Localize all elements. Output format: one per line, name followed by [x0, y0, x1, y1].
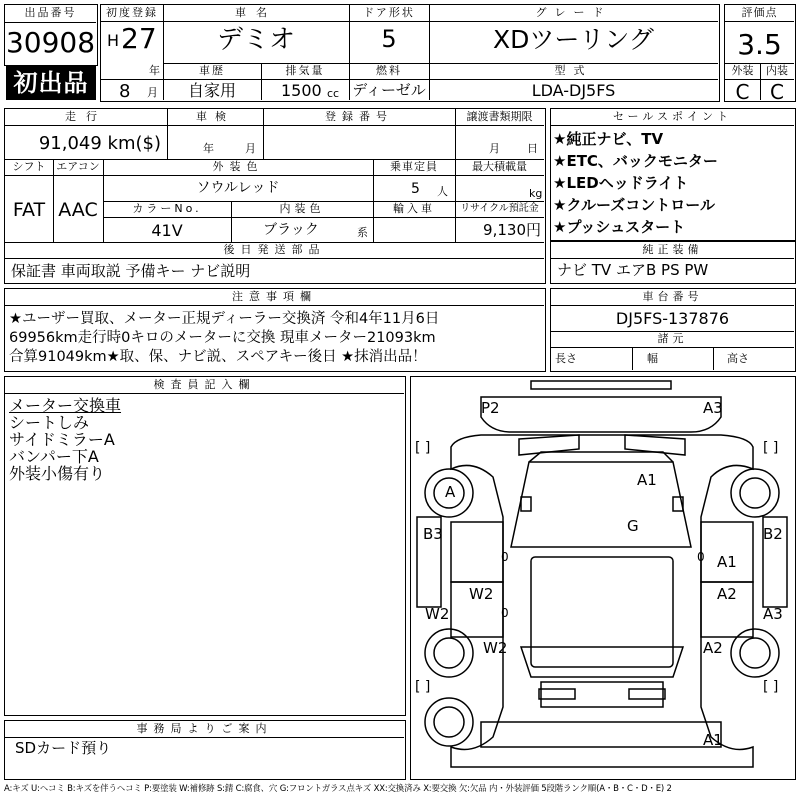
- shift-label: シフト: [12, 160, 46, 173]
- chassis-box: [550, 288, 796, 372]
- interior-label: 内装: [766, 64, 788, 77]
- mark-wheel-front-left: A: [445, 483, 456, 501]
- mark-roof: G: [627, 517, 639, 535]
- score-box: [724, 4, 796, 102]
- grade: XDツーリング: [493, 25, 654, 54]
- svg-text:[ ]: [ ]: [415, 440, 431, 456]
- mark-left-door: W2: [469, 585, 494, 603]
- model: LDA-DJ5FS: [531, 81, 616, 100]
- mark-left-side: W2: [425, 605, 450, 623]
- inspector-line: メーター交換車: [9, 396, 122, 415]
- plate-label: 登録番号: [325, 110, 393, 123]
- grade-label: グレード: [535, 6, 612, 19]
- transfer-month-unit: 月: [489, 142, 500, 155]
- score: 3.5: [737, 28, 782, 61]
- sales-point-item: ★ETC、バックモニター: [553, 152, 718, 170]
- month-unit: 月: [147, 86, 158, 99]
- int-color: ブラック: [263, 222, 319, 238]
- mark-right-rear-door: A2: [717, 585, 737, 603]
- lot-number-box: [4, 4, 98, 66]
- inspector-box: [4, 376, 406, 716]
- ext-color: ソウルレッド: [196, 180, 280, 196]
- notes-box: [4, 288, 546, 372]
- history: 自家用: [187, 81, 236, 100]
- import-label: 輸入車: [393, 202, 435, 215]
- capacity-label: 乗車定員: [390, 160, 438, 173]
- reg-year: 27: [121, 22, 157, 55]
- ac: AAC: [58, 199, 98, 221]
- inspector-line: 外装小傷有り: [9, 464, 106, 483]
- mileage-label: 走行: [65, 110, 107, 123]
- load-unit: kg: [529, 187, 543, 200]
- later-parts-label: 後日発送部品: [223, 243, 326, 256]
- mark-rear-bumper: A1: [703, 731, 723, 749]
- sales-point-item: ★LEDヘッドライト: [553, 174, 689, 192]
- mark-rear-right: A2: [703, 639, 723, 657]
- chassis-number: DJ5FS-137876: [615, 309, 730, 328]
- lot-number: 30908: [5, 26, 96, 59]
- recycle-label: リサイクル預託金: [460, 203, 539, 214]
- mark-right-front-fender: B2: [763, 525, 783, 543]
- notes-label: 注意事項欄: [232, 290, 317, 303]
- equipment: ナビ TV エアB PS PW: [557, 261, 709, 279]
- interior-grade: C: [770, 80, 784, 104]
- equipment-label: 純正装備: [642, 243, 703, 256]
- lot-number-label: 出品番号: [24, 6, 77, 19]
- mark-right-quarter: A3: [763, 605, 783, 623]
- svg-text:[ ]: [ ]: [763, 440, 779, 456]
- load-label: 最大積載量: [472, 160, 527, 173]
- note-line: 合算91049km★取、保、ナビ説、スペアキー後日 ★抹消出品！: [9, 349, 427, 365]
- mark-rear-left: W2: [483, 639, 508, 657]
- exterior-label: 外装: [731, 64, 754, 77]
- shift: FAT: [12, 199, 46, 221]
- later-parts: 保証書 車両取説 予備キー ナビ説明: [11, 262, 251, 280]
- doors: 5: [381, 25, 397, 53]
- color-no: 41V: [151, 221, 183, 240]
- model-label: 型式: [554, 64, 593, 77]
- exterior-grade: C: [735, 80, 750, 104]
- era: H: [107, 31, 120, 50]
- fuel-label: 燃料: [376, 64, 402, 77]
- fuel: ディーゼル: [352, 81, 426, 99]
- sales-point-item: ★クルーズコントロール: [553, 196, 715, 214]
- transfer-day-unit: 日: [527, 142, 538, 155]
- mark-right-front-door: A1: [717, 553, 737, 571]
- recycle: 9,130円: [483, 221, 541, 239]
- width-label: 幅: [647, 352, 658, 365]
- mark-zero: 0: [697, 550, 705, 564]
- mileage: 91,049 km($): [38, 133, 161, 154]
- damage-diagram-box: [410, 376, 796, 780]
- chassis-label: 車台番号: [642, 290, 703, 303]
- mark-left-front-fender: B3: [423, 525, 443, 543]
- sales-point-item: ★プッシュスタート: [553, 218, 686, 236]
- equipment-box: [550, 241, 796, 284]
- note-line: 69956km走行時0キロのメーターに交換 現車メーター21093km: [9, 330, 436, 346]
- note-line: ★ユーザー買取、メーター正規ディーラー交換済 令和4年11月6日: [9, 311, 440, 327]
- length-label: 長さ: [555, 352, 577, 365]
- ext-color-label: 外装色: [212, 160, 264, 173]
- first-reg-label: 初度登録: [106, 6, 158, 19]
- inspection-month-unit: 月: [245, 142, 256, 155]
- int-color-suffix: 系: [357, 226, 368, 239]
- capacity: 5: [411, 181, 420, 197]
- info-grid: [4, 108, 546, 284]
- inspector-line: サイドミラーA: [9, 430, 115, 449]
- ac-label: エアコン: [56, 160, 100, 173]
- displacement-label: 排気量: [285, 64, 325, 77]
- transfer-label: 譲渡書類期限: [466, 110, 533, 123]
- inspection-year-unit: 年: [203, 142, 214, 155]
- capacity-unit: 人: [437, 185, 448, 198]
- mark-front-left: P2: [481, 399, 500, 417]
- office-box: [4, 720, 406, 780]
- svg-text:[ ]: [ ]: [763, 679, 779, 695]
- sales-points-label: セールスポイント: [612, 110, 732, 123]
- score-label: 評価点: [741, 6, 778, 19]
- car-diagram: [411, 377, 794, 778]
- dimensions-label: 諸元: [657, 332, 688, 345]
- svg-text:[ ]: [ ]: [415, 679, 431, 695]
- height-label: 高さ: [727, 352, 749, 365]
- door-label: ドア形状: [363, 6, 415, 19]
- int-color-label: 内装色: [279, 202, 325, 215]
- car-name-label: 車名: [235, 6, 277, 19]
- displacement: 1500: [281, 81, 322, 100]
- reg-month: 8: [119, 81, 131, 102]
- sales-points-box: [550, 108, 796, 241]
- displacement-unit: cc: [327, 87, 340, 100]
- car-name: デミオ: [216, 25, 295, 55]
- history-label: 車歴: [199, 64, 225, 77]
- year-unit: 年: [149, 64, 160, 77]
- main-header-box: [100, 4, 720, 102]
- legend: A:キズ U:ヘコミ B:キズを伴うヘコミ P:要塗装 W:補修跡 S:錆 C:腐食、穴 G:フロントガラス点キズ XX:交換済み X:要交換 欠:欠品 内・外装評価 5段階ランク順(A・B・C・D・E) 2: [4, 784, 672, 794]
- mark-front-right: A3: [703, 399, 723, 417]
- inspector-label: 検査員記入欄: [153, 378, 256, 391]
- office-label: 事務局よりご案内: [136, 722, 273, 735]
- first-listing-badge: 初出品: [6, 66, 96, 100]
- mark-zero: 0: [501, 550, 509, 564]
- sales-point-item: ★純正ナビ、TV: [553, 130, 664, 148]
- inspector-line: シートしみ: [9, 413, 90, 432]
- mark-hood: A1: [637, 471, 657, 489]
- color-no-label: カラーNo.: [132, 202, 202, 215]
- inspection-label: 車検: [196, 110, 234, 123]
- inspector-line: バンパー下A: [9, 447, 99, 466]
- mark-zero: 0: [501, 606, 509, 620]
- office-note: SDカード預り: [15, 739, 112, 757]
